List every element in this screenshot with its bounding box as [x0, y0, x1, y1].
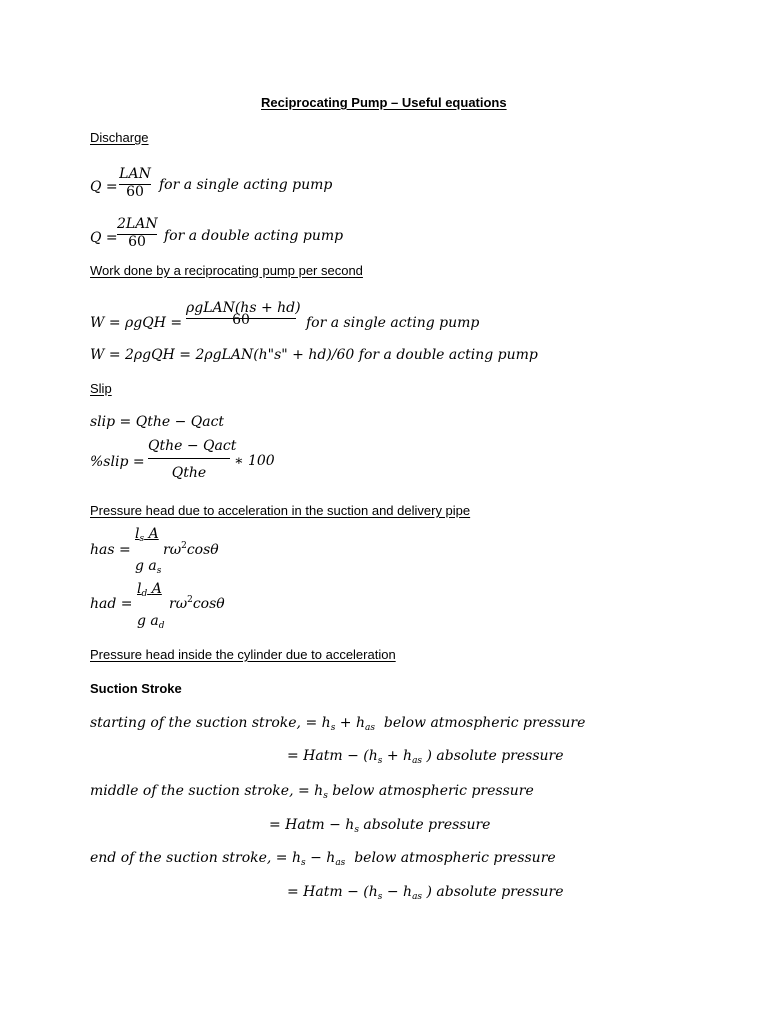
suction-end-equation: end of the suction stroke, = $h_s - h_{as}$ below atmospheric pressure	[90, 850, 556, 868]
fraction-denominator: g $a_s$	[135, 558, 162, 576]
work-equation-double: W = 2ρgQH = 2ρgLAN(h"s" + hd)/60 for a double acting pump	[90, 347, 538, 363]
fraction	[148, 438, 237, 481]
discharge-heading: Discharge	[90, 130, 149, 145]
suction-middle-equation: middle of the suction stroke, = $h_s$ below atmospheric pressure	[90, 783, 534, 801]
fraction-denominator: 60	[126, 184, 144, 200]
fraction-denominator: 60	[232, 312, 250, 328]
acceleration-head-heading: Pressure head due to acceleration in the suction and delivery pipe	[90, 503, 471, 518]
suction-stroke-heading: Suction Stroke	[90, 681, 182, 696]
equation-lhs: %slip =	[90, 454, 145, 470]
fraction-numerator: 2LAN	[117, 216, 158, 232]
fraction-numerator: $l_d$ A	[137, 581, 162, 599]
equation-rhs: $r\omega^2\cos\theta$	[169, 595, 225, 612]
fraction-denominator: 60	[128, 234, 146, 250]
work-heading: Work done by a reciprocating pump per second	[90, 263, 363, 278]
suction-middle-absolute: = Hatm − $h_s$ absolute pressure	[269, 817, 491, 835]
equation-lhs: W = ρgQH =	[90, 315, 183, 331]
slip-equation: slip = Qthe − Qact	[90, 414, 225, 430]
fraction-denominator: g $a_d$	[137, 613, 165, 631]
equation-lhs: Q =	[90, 179, 118, 195]
page-title: Reciprocating Pump – Useful equations	[261, 95, 507, 110]
fraction	[119, 166, 151, 200]
equation-note: for a single acting pump	[159, 177, 333, 193]
suction-end-absolute: = Hatm − ($h_s - h_{as}$ ) absolute pressure	[287, 884, 564, 902]
fraction-numerator: LAN	[119, 166, 151, 182]
equation-lhs: had =	[90, 596, 133, 612]
equation-note: for a double acting pump	[164, 228, 344, 244]
equation-lhs: has =	[90, 542, 131, 558]
fraction-numerator: Qthe − Qact	[148, 438, 237, 454]
fraction	[117, 216, 157, 250]
fraction-denominator: Qthe	[171, 465, 207, 481]
equation-rhs: ∗ 100	[234, 453, 275, 469]
equation-rhs: $r\omega^2\cos\theta$	[163, 541, 219, 558]
fraction	[186, 300, 301, 328]
equation-lhs: Q =	[90, 230, 118, 246]
suction-start-equation: starting of the suction stroke, = $h_s + h_{as}$ below atmospheric pressure	[90, 715, 586, 733]
fraction-numerator: $l_s$ A	[135, 526, 159, 544]
suction-start-absolute: = Hatm − ($h_s + h_{as}$ ) absolute pressure	[287, 748, 564, 766]
fraction-bar	[148, 458, 230, 459]
equation-note: for a single acting pump	[306, 315, 480, 331]
fraction-numerator: ρgLAN(hs + hd)	[186, 300, 301, 316]
cylinder-head-heading: Pressure head inside the cylinder due to acceleration	[90, 647, 396, 662]
slip-heading: Slip	[90, 381, 112, 396]
